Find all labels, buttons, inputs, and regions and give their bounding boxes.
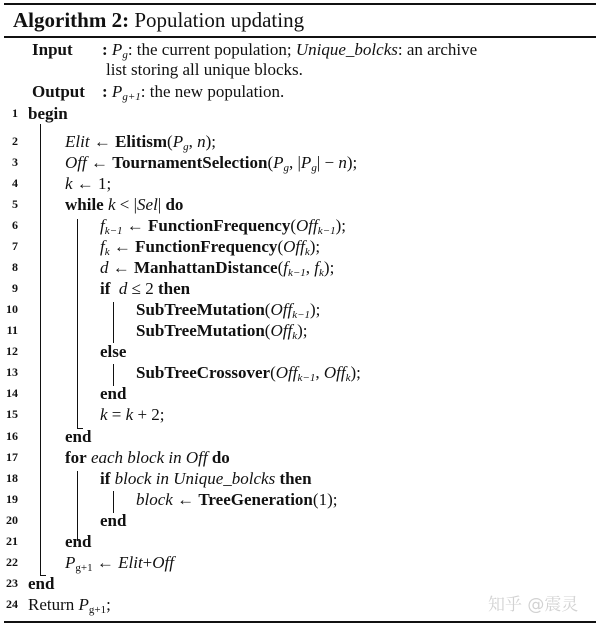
line-number: 21 xyxy=(6,534,18,548)
line-number: 16 xyxy=(6,429,18,443)
algorithm-label: Algorithm 2: xyxy=(13,8,130,32)
keyword-begin: begin xyxy=(28,104,68,123)
pg-symbol: $P_g$ xyxy=(111,40,128,61)
line-number: 15 xyxy=(6,407,18,421)
algorithm-title: Population updating xyxy=(134,8,305,32)
line-number: 7 xyxy=(12,239,18,253)
line-number: 20 xyxy=(6,513,18,527)
line-number: 23 xyxy=(6,576,18,590)
algorithm-caption xyxy=(13,6,304,34)
line-number: 17 xyxy=(6,450,18,464)
begin-block-bar xyxy=(40,124,41,576)
top-rule xyxy=(4,3,596,5)
input-spec: Input : $P_g$: the current population; Unique_bolcks: an archive xyxy=(32,40,478,61)
line-number: 24 xyxy=(6,597,18,611)
line-number: 2 xyxy=(12,134,18,148)
caption-rule xyxy=(4,36,596,38)
line-number: 9 xyxy=(12,281,18,295)
if-then-block-bar xyxy=(113,302,114,343)
output-label: Output xyxy=(32,82,85,101)
line-number: 1 xyxy=(12,106,18,120)
line-number: 22 xyxy=(6,555,18,569)
line-number: 6 xyxy=(12,218,18,232)
while-block-bar xyxy=(77,219,78,429)
line-number: 10 xyxy=(6,302,18,316)
line-number: 4 xyxy=(12,176,18,190)
unique-blocks-symbol: Unique_bolcks xyxy=(295,40,398,59)
line-number: 13 xyxy=(6,365,18,379)
line-number: 8 xyxy=(12,260,18,274)
bottom-rule xyxy=(4,621,596,623)
output-spec: Output : $P_{g+1}$: the new population. xyxy=(32,82,285,103)
line-number: 14 xyxy=(6,386,18,400)
line-number: 19 xyxy=(6,492,18,506)
pg1-symbol: $P_{g+1}$ xyxy=(111,82,141,103)
line-number: 11 xyxy=(6,323,18,337)
line-number: 18 xyxy=(6,471,18,485)
line-number: 5 xyxy=(12,197,18,211)
input-label: Input xyxy=(32,40,73,59)
watermark: 知乎 @震灵 xyxy=(488,595,579,615)
line-number: 12 xyxy=(6,344,18,358)
input-spec-line2: list storing all unique blocks. xyxy=(106,60,303,79)
line-number: 3 xyxy=(12,155,18,169)
